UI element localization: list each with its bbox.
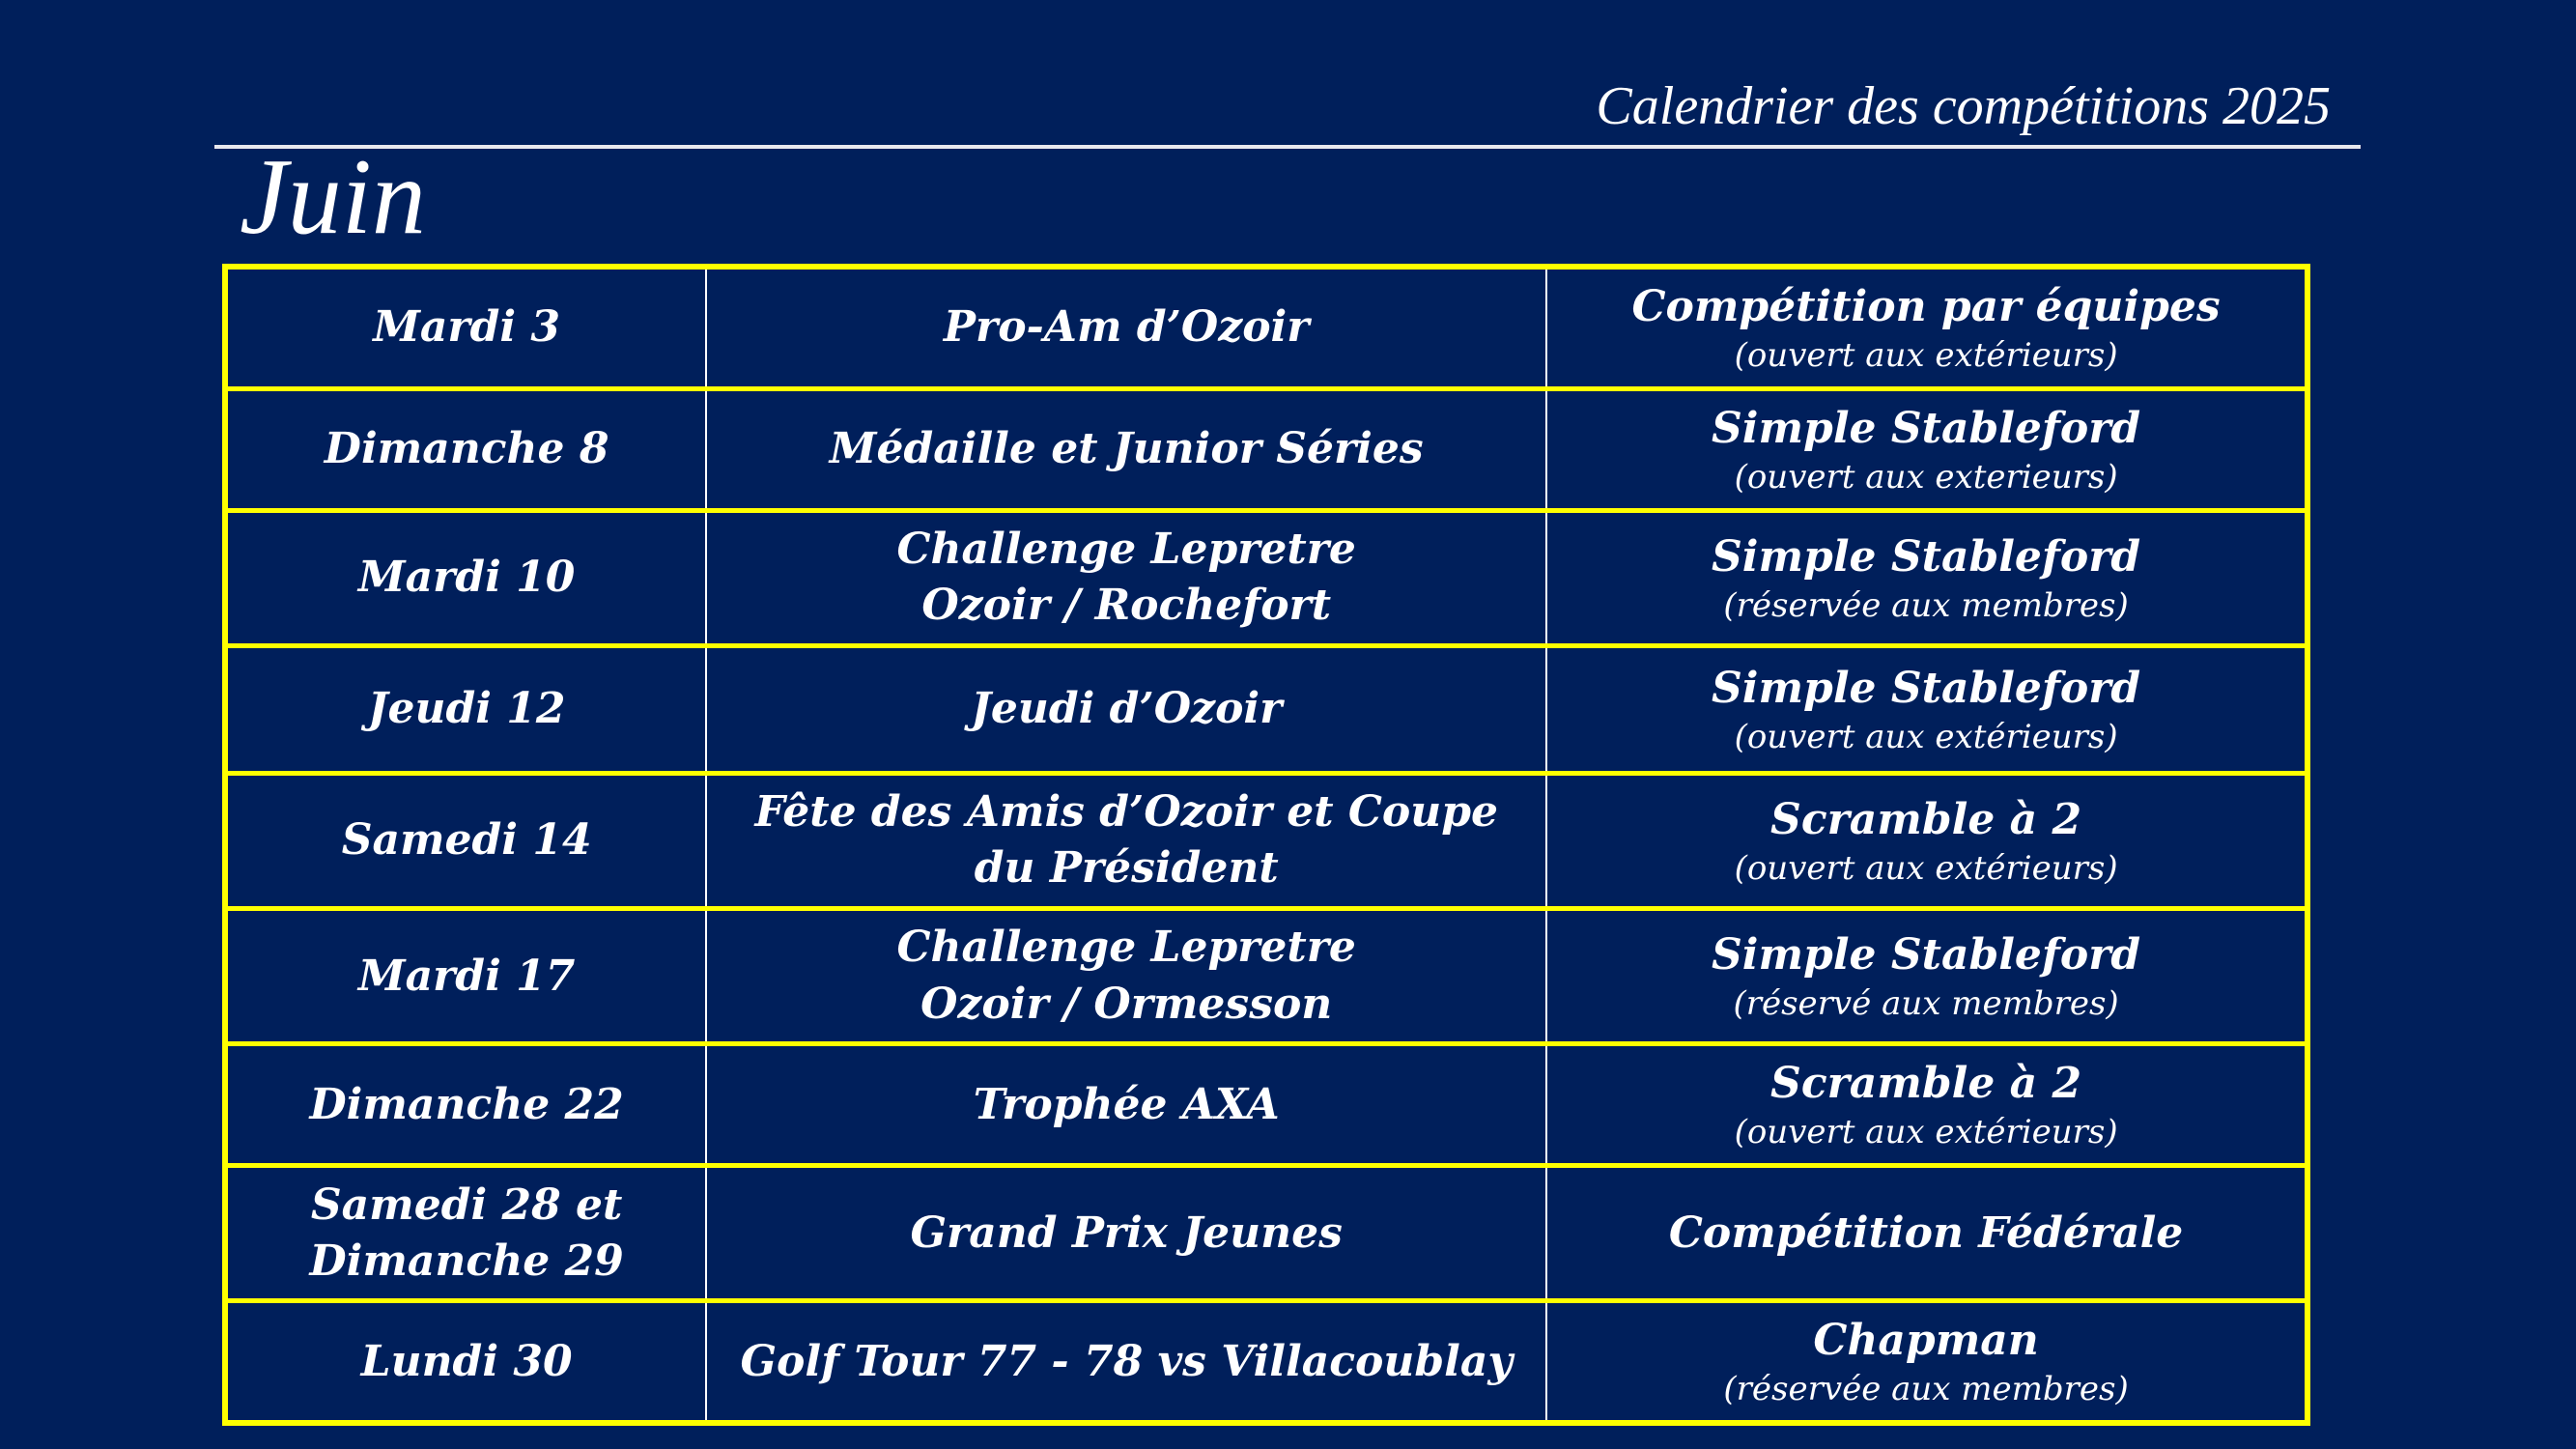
format-cell: [1546, 909, 2307, 1044]
header-title: Calendrier des compétitions 2025: [1596, 76, 2331, 136]
competition-name-cell: Jeudi d’Ozoir: [706, 645, 1546, 773]
date-cell: Samedi 14: [225, 773, 706, 908]
format-label: Simple Stableford: [1712, 930, 2141, 980]
date-cell: Samedi 28 et Dimanche 29: [225, 1166, 706, 1301]
access-note: (ouvert aux extérieurs): [1734, 1113, 2118, 1152]
format-label: Compétition Fédérale: [1668, 1208, 2184, 1258]
competition-name-cell: Challenge Lepretre Ozoir / Ormesson: [706, 909, 1546, 1044]
competition-name-cell: Grand Prix Jeunes: [706, 1166, 1546, 1301]
format-cell: [1546, 388, 2307, 510]
format-label: Simple Stableford: [1712, 531, 2141, 582]
month-title: Juin: [240, 137, 426, 257]
format-label: Compétition par équipes: [1631, 282, 2221, 331]
competition-name-cell: Médaille et Junior Séries: [706, 388, 1546, 510]
competition-name-cell: Golf Tour 77 - 78 vs Villacoublay: [706, 1301, 1546, 1423]
format-label: Scramble à 2: [1770, 795, 2082, 845]
table-row: [225, 909, 2307, 1044]
date-cell: Jeudi 12: [225, 645, 706, 773]
table-row: [225, 388, 2307, 510]
format-cell: [1546, 510, 2307, 645]
table-row: [225, 1166, 2307, 1301]
competition-name-cell: Pro-Am d’Ozoir: [706, 267, 1546, 388]
access-note: (réservé aux membres): [1733, 984, 2119, 1024]
format-cell: [1546, 1044, 2307, 1166]
competition-name-cell: Fête des Amis d’Ozoir et Coupe du Président: [706, 773, 1546, 908]
table-row: [225, 645, 2307, 773]
format-cell: [1546, 645, 2307, 773]
table-row: [225, 510, 2307, 645]
competition-name-cell: Trophée AXA: [706, 1044, 1546, 1166]
table-row: [225, 773, 2307, 908]
access-note: (ouvert aux extérieurs): [1734, 718, 2118, 757]
date-cell: Mardi 3: [225, 267, 706, 388]
format-cell: [1546, 267, 2307, 388]
format-cell: [1546, 1301, 2307, 1423]
format-label: Scramble à 2: [1770, 1059, 2082, 1109]
competition-table: [222, 264, 2310, 1426]
header-divider: [214, 145, 2361, 149]
date-cell: Dimanche 22: [225, 1044, 706, 1166]
access-note: (ouvert aux exterieurs): [1734, 457, 2118, 497]
access-note: (réservée aux membres): [1723, 586, 2129, 626]
access-note: (ouvert aux extérieurs): [1734, 849, 2118, 889]
access-note: (ouvert aux extérieurs): [1734, 336, 2118, 376]
format-cell: [1546, 1166, 2307, 1301]
table-row: [225, 1301, 2307, 1423]
competition-name-cell: Challenge Lepretre Ozoir / Rochefort: [706, 510, 1546, 645]
date-cell: Dimanche 8: [225, 388, 706, 510]
format-label: Simple Stableford: [1712, 664, 2141, 714]
format-cell: [1546, 773, 2307, 908]
access-note: (réservée aux membres): [1723, 1370, 2129, 1409]
date-cell: Mardi 17: [225, 909, 706, 1044]
table-row: [225, 267, 2307, 388]
format-label: Chapman: [1813, 1316, 2039, 1366]
table-row: [225, 1044, 2307, 1166]
format-label: Simple Stableford: [1712, 403, 2141, 453]
date-cell: Lundi 30: [225, 1301, 706, 1423]
date-cell: Mardi 10: [225, 510, 706, 645]
